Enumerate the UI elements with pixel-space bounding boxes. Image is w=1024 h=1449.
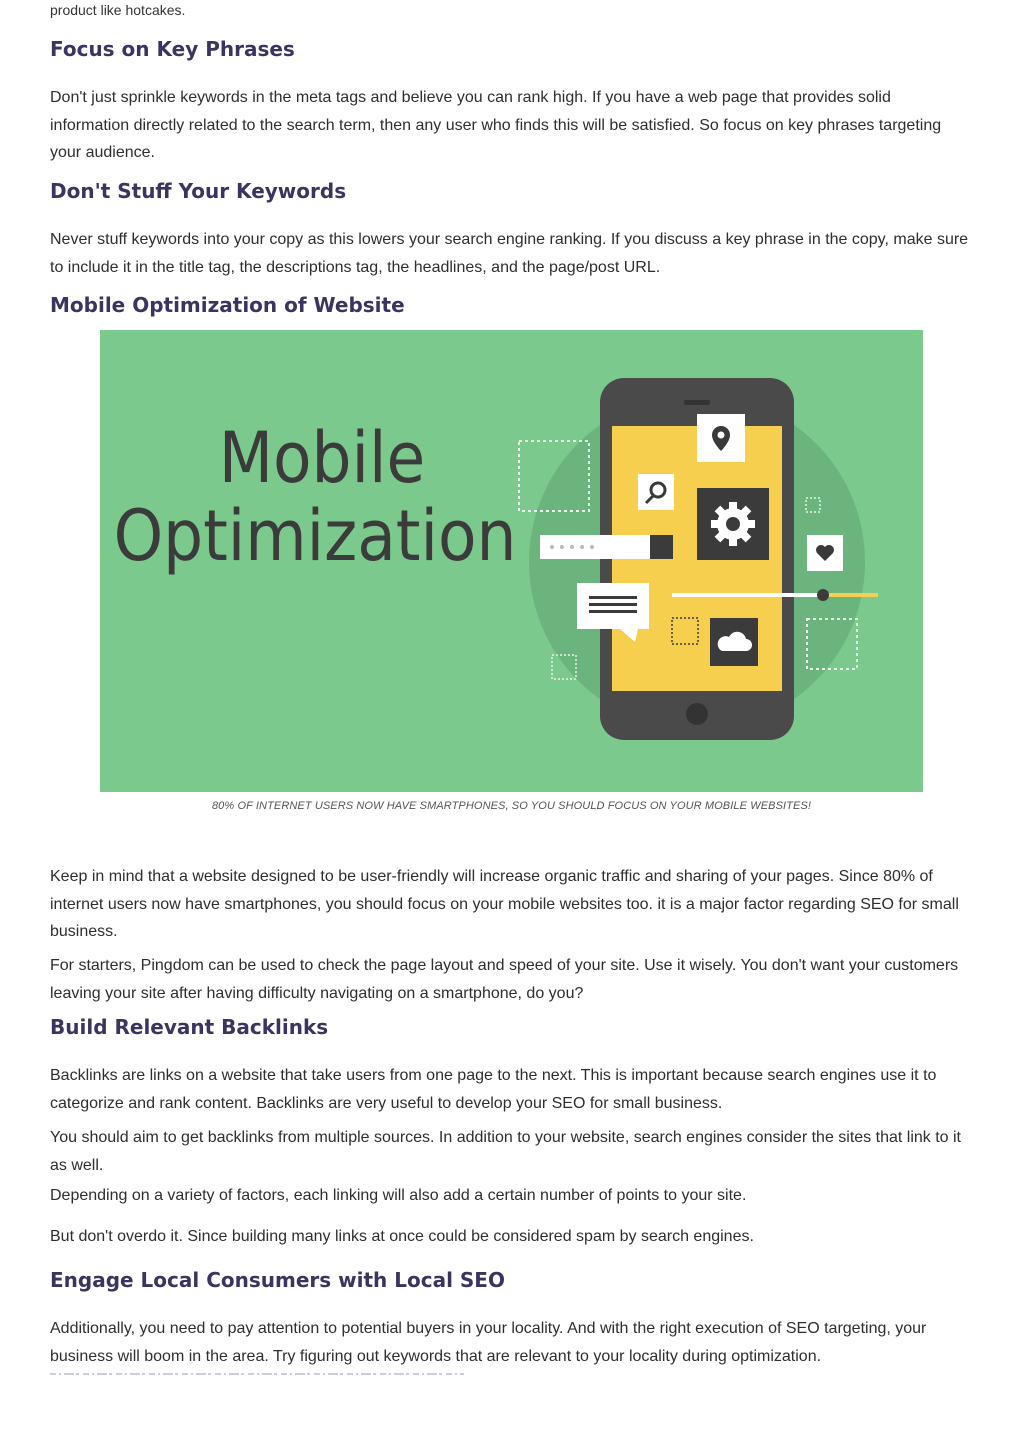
paragraph-backlinks-2: You should aim to get backlinks from multiple sources. In addition to your website, search engines consider the sites that link to it as well. [50,1129,961,1174]
heading-local-seo: Engage Local Consumers with Local SEO [50,1268,505,1292]
paragraph-backlinks-1: Backlinks are links on a website that take users from one page to the next. This is important because search engines use it to categorize and rank content. Backlinks are very useful to develop your SEO for small business. [50,1067,937,1112]
search-bar-icon [540,535,673,559]
paragraph-keyword-stuffing: Never stuff keywords into your copy as this lowers your search engine ranking. If you discuss a key phrase in the copy, make sure to include it in the title tag, the descriptions tag, the headlines, and the page/post URL. [50,231,969,276]
heading-mobile-optimization: Mobile Optimization of Website [50,293,405,317]
paragraph-mobile-2: For starters, Pingdom can be used to check the page layout and speed of your site. Use it wisely. You don't want your customers leaving your site after having difficulty navigating on a smartphone, do you? [50,957,959,1002]
mobile-optimization-illustration [100,330,923,792]
heading-key-phrases: Focus on Key Phrases [50,37,295,61]
heart-icon [807,535,843,571]
location-pin-icon [697,414,745,462]
paragraph-local-seo: Additionally, you need to pay attention to potential buyers in your locality. And with the right execution of SEO targeting, your business will boom in the area. Try figuring out keywords that are relevant to your locality during optimization. [50,1320,927,1365]
intro-fragment: product like hotcakes. [50,2,186,18]
illustration-title-line1: Mobile [218,417,426,499]
illustration-title-line2: Optimization [113,495,517,577]
paragraph-key-phrases: Don't just sprinkle keywords in the meta tags and believe you can rank high. If you have a web page that provides solid information directly related to the search term, then any user who finds this will be satisfied. So focus on key phrases targeting your audience. [50,89,942,161]
paragraph-mobile-1: Keep in mind that a website designed to be user-friendly will increase organic traffic and sharing of your pages. Since 80% of internet users now have smartphones, you should focus on your mobile websites too. it is a major factor regarding SEO for small business. [50,868,959,940]
paragraph-backlinks-4: But don't overdo it. Since building many links at once could be considered spam by search engines. [50,1228,754,1245]
illustration-svg [100,330,923,792]
cut-off-text-line [50,1371,464,1377]
paragraph-backlinks-3: Depending on a variety of factors, each linking will also add a certain number of points to your site. [50,1187,747,1204]
gear-icon [697,488,769,560]
heading-backlinks: Build Relevant Backlinks [50,1015,329,1039]
search-icon [638,474,674,510]
cloud-icon [710,618,758,666]
heading-keyword-stuffing: Don't Stuff Your Keywords [50,179,347,203]
figure-caption: 80% OF INTERNET USERS NOW HAVE SMARTPHONES, SO YOU SHOULD FOCUS ON YOUR MOBILE WEBSITES! [211,800,812,812]
